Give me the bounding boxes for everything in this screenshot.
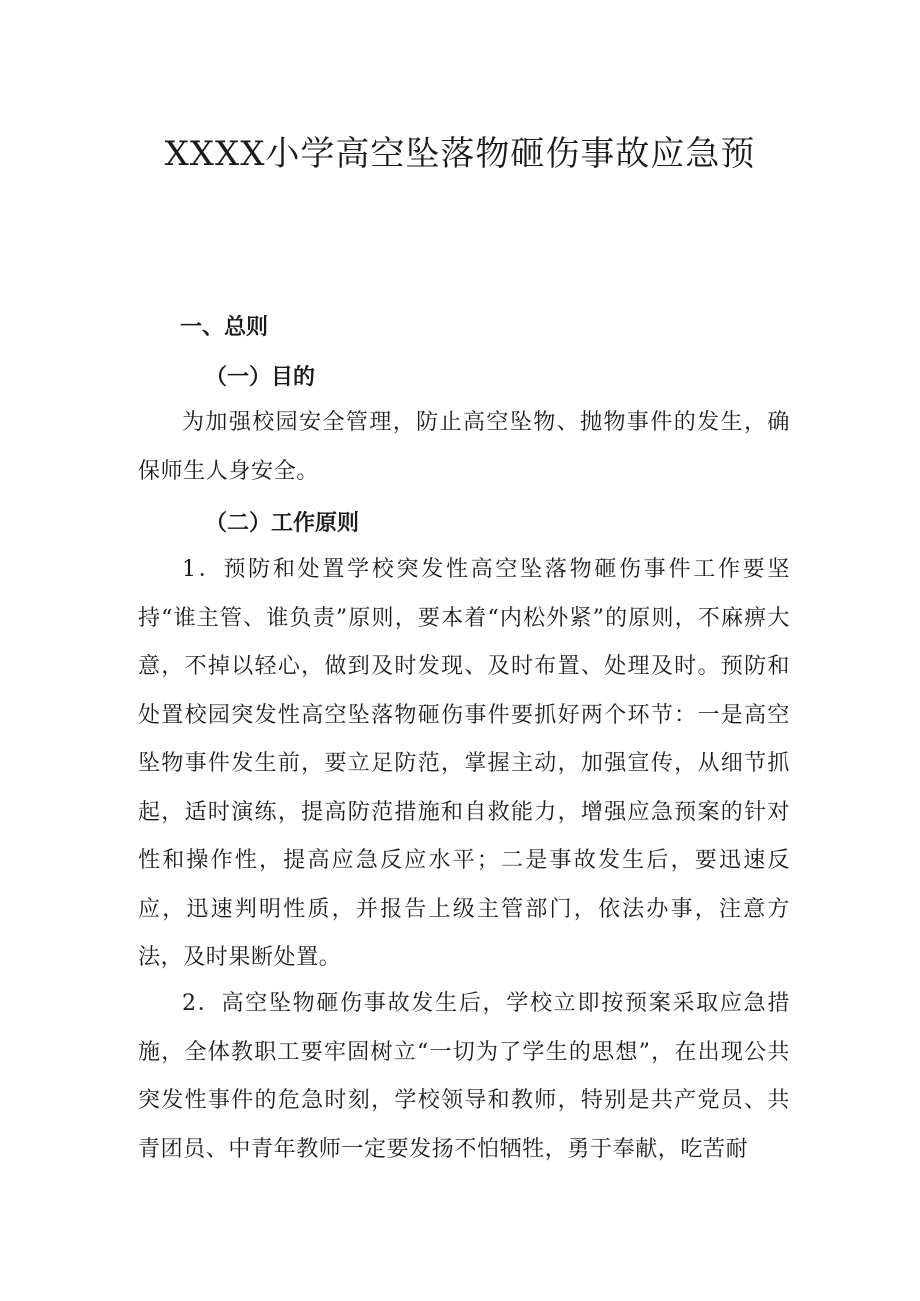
principle-paragraph-1: 1．预防和处置学校突发性高空坠落物砸伤事件工作要坚持“谁主管、谁负责”原则，要本着“内松外紧”的原则，不麻痹大意，不掉以轻心，做到及时发现、及时布置、处理及时。预防和处置校园突发性高空坠落物砸伤事件要抓好两个环节：一是高空坠物事件发生前，要立足防范，掌握主动，加强宣传，从细节抓起，适时演练，提高防范措施和自救能力，增强应急预案的针对性和操作性，提高应急反应水平；二是事故发生后，要迅速反应，迅速判明性质，并报告上级主管部门，依法办事，注意方法，及时果断处置。 (138, 557, 790, 970)
principle-paragraph-2: 2．高空坠物砸伤事故发生后，学校立即按预案采取应急措施，全体教职工要牢固树立“一切为了学生的思想”，在出现公共突发性事件的危急时刻，学校领导和教师，特别是共产党员、共青团员、中青年教师一定要发扬不怕牺牲，勇于奉献，吃苦耐 (138, 991, 790, 1162)
section-heading-general: 一、总则 (180, 314, 269, 340)
subsection-heading-purpose: （一）目的 (205, 364, 316, 390)
purpose-paragraph: 为加强校园安全管理，防止高空坠物、抛物事件的发生，确保师生人身安全。 (138, 410, 790, 484)
subsection-heading-principles: （二）工作原则 (205, 510, 360, 536)
document-title: XXXX小学高空坠落物砸伤事故应急预 (164, 134, 756, 174)
